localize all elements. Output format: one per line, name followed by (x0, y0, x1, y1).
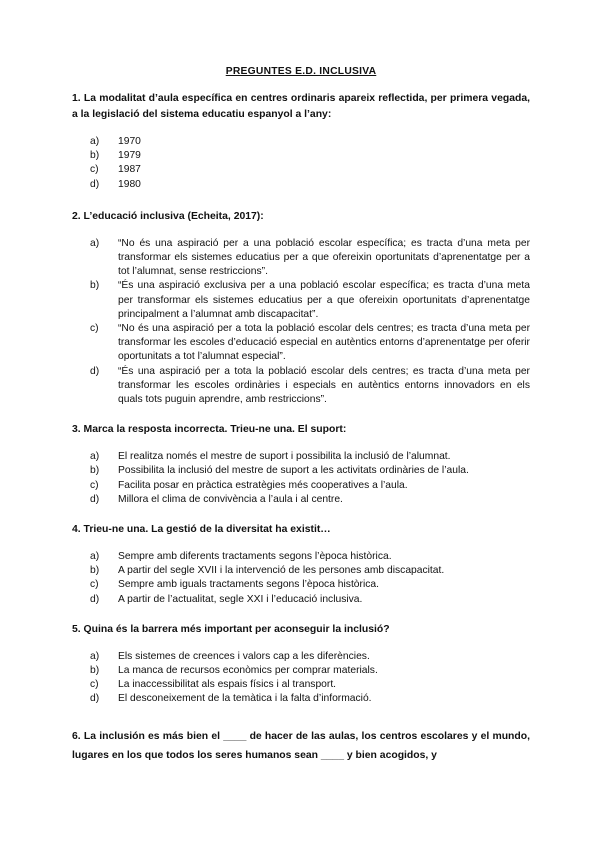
option-text: 1980 (118, 178, 141, 190)
option-text: Possibilita la inclusió del mestre de suport a les activitats ordinàries de l’aula. (118, 465, 469, 477)
option-letter: c) (90, 679, 99, 691)
option-text: “És una aspiració per a tota la població escolar dels centres; es tracta d’una meta per transformar les escoles ordinàries i especials en autèntics entorns innovadors en els quals tots puguin aprendre, amb restriccions”. (118, 365, 530, 406)
option-letter: b) (90, 665, 100, 677)
option-item (72, 237, 530, 280)
option-text: El desconeixement de la temàtica i la falta d’informació. (118, 693, 372, 705)
option-item (72, 450, 530, 464)
question-text: 2. L’educació inclusiva (Echeita, 2017): (72, 210, 264, 222)
option-letter: a) (90, 650, 100, 662)
option-item (72, 279, 530, 322)
option-text: La inaccessibilitat als espais físics i al transport. (118, 679, 337, 691)
option-text: Sempre amb diferents tractaments segons l’època històrica. (118, 551, 392, 563)
option-item (72, 664, 530, 678)
option-list (72, 550, 530, 607)
option-letter: b) (90, 465, 100, 477)
question-1 (72, 91, 530, 192)
option-letter: a) (90, 136, 100, 147)
question-4 (72, 522, 530, 607)
option-letter: d) (90, 593, 100, 605)
option-item (72, 650, 530, 664)
question-5 (72, 622, 530, 707)
option-list (72, 650, 530, 707)
question-text: 1. La modalitat d’aula específica en centres ordinaris apareix reflectida, per primera vegada, a la legislació del sistema educatiu espanyol a l’any: (72, 93, 530, 120)
question-2 (72, 209, 530, 407)
option-text: Millora el clima de convivència a l’aula i al centre. (118, 493, 343, 505)
option-item (72, 550, 530, 564)
option-item (72, 163, 530, 177)
option-list (72, 135, 530, 192)
option-letter: b) (90, 150, 100, 162)
document-page (72, 66, 530, 765)
option-text: La manca de recursos econòmics per comprar materials. (118, 665, 378, 677)
option-text: “És una aspiració exclusiva per a una població escolar específica; es tracta d’una meta per transformar els sistemes educatius per a que ofereixin oportunitats d’aprenentatge principalment a l’alumnat amb discapacitat”. (118, 280, 530, 320)
option-letter: c) (90, 579, 99, 591)
option-text: A partir de l’actualitat, segle XXI i l’educació inclusiva. (118, 593, 363, 605)
option-letter: c) (90, 479, 99, 491)
option-letter: a) (90, 237, 100, 249)
option-item (72, 464, 530, 478)
option-item (72, 178, 530, 192)
option-item (72, 678, 530, 692)
option-letter: d) (90, 365, 100, 377)
option-item (72, 135, 530, 149)
option-list (72, 450, 530, 507)
option-item (72, 593, 530, 607)
option-item (72, 692, 530, 706)
option-item (72, 578, 530, 592)
option-letter: c) (90, 164, 99, 176)
option-text: A partir del segle XVII i la intervenció de les persones amb discapacitat. (118, 565, 445, 577)
option-letter: b) (90, 280, 100, 292)
question-text: 5. Quina és la barrera més important per aconseguir la inclusió? (72, 623, 390, 635)
option-letter: d) (90, 693, 100, 705)
option-item (72, 365, 530, 408)
option-text: Facilita posar en pràctica estratègies més cooperatives a l’aula. (118, 479, 408, 491)
option-item (72, 479, 530, 493)
option-letter: c) (90, 323, 99, 335)
option-letter: d) (90, 178, 100, 190)
option-text: Els sistemes de creences i valors cap a les diferències. (118, 650, 370, 662)
option-text: “No és una aspiració per a tota la població escolar dels centres; es tracta d’una meta per transformar les escoles d’educació especial en autèntics entorns d’aprenentatge per oferir oportunitats a tot l’alumnat especial”. (118, 323, 530, 363)
option-letter: a) (90, 451, 100, 463)
option-item (72, 322, 530, 365)
question-6 (72, 727, 530, 765)
option-text: Sempre amb iguals tractaments segons l’època històrica. (118, 579, 379, 591)
page-title: PREGUNTES E.D. INCLUSIVA (225, 66, 377, 77)
option-text: 1979 (118, 150, 141, 162)
question-text: 4. Trieu-ne una. La gestió de la diversitat ha existit… (72, 524, 331, 536)
question-text: 3. Marca la resposta incorrecta. Trieu-ne una. El suport: (72, 424, 347, 436)
option-list (72, 237, 530, 407)
option-text: 1970 (118, 136, 141, 147)
option-letter: a) (90, 551, 100, 563)
option-text: 1987 (118, 164, 141, 176)
option-item (72, 564, 530, 578)
option-item (72, 493, 530, 507)
option-item (72, 149, 530, 163)
option-text: “No és una aspiració per a una població escolar específica; es tracta d’una meta per transformar els sistemes educatius per a que ofereixin oportunitats d’aprenentatge per a tot l’alumnat, sense restriccions”. (118, 237, 530, 278)
question-text: 6. La inclusión es más bien el ____ de hacer de las aulas, los centros escolares y el mundo, lugares en los que todos los seres humanos sean ____ y bien acogidos, y (72, 730, 530, 761)
option-text: El realitza només el mestre de suport i possibilita la inclusió de l’alumnat. (118, 451, 451, 463)
option-letter: d) (90, 493, 100, 505)
option-letter: b) (90, 565, 100, 577)
question-3 (72, 422, 530, 507)
